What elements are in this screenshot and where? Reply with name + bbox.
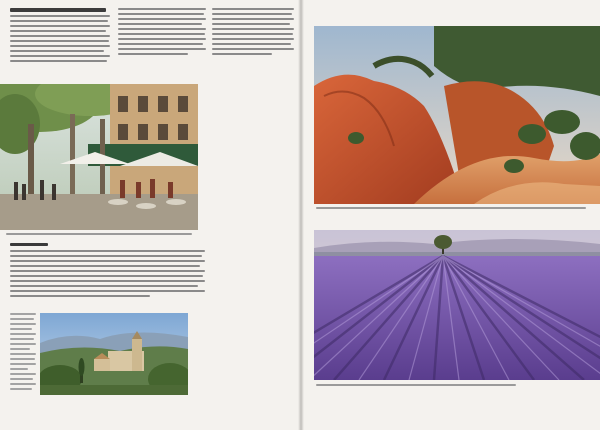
ochre-cliffs-caption [316,207,586,211]
ochre-cliffs-photo [314,26,600,204]
village-abbey-illustration [40,313,188,395]
left-middle-text [10,243,205,300]
subheading [10,243,48,246]
ochre-cliffs-illustration [314,26,600,204]
gutter-shadow [298,0,304,430]
lavender-field-illustration [314,230,600,380]
left-right-strip-text [212,8,294,58]
section-heading [10,8,106,12]
village-abbey-photo [40,313,188,395]
left-bottom-text [10,313,36,393]
left-top-column-1 [10,8,110,65]
street-cafe-illustration [0,84,198,230]
street-cafe-photo [0,84,198,230]
left-top-column-2 [118,8,206,58]
lavender-field-photo [314,230,600,380]
street-cafe-caption [6,233,192,237]
lavender-field-caption [316,384,516,388]
